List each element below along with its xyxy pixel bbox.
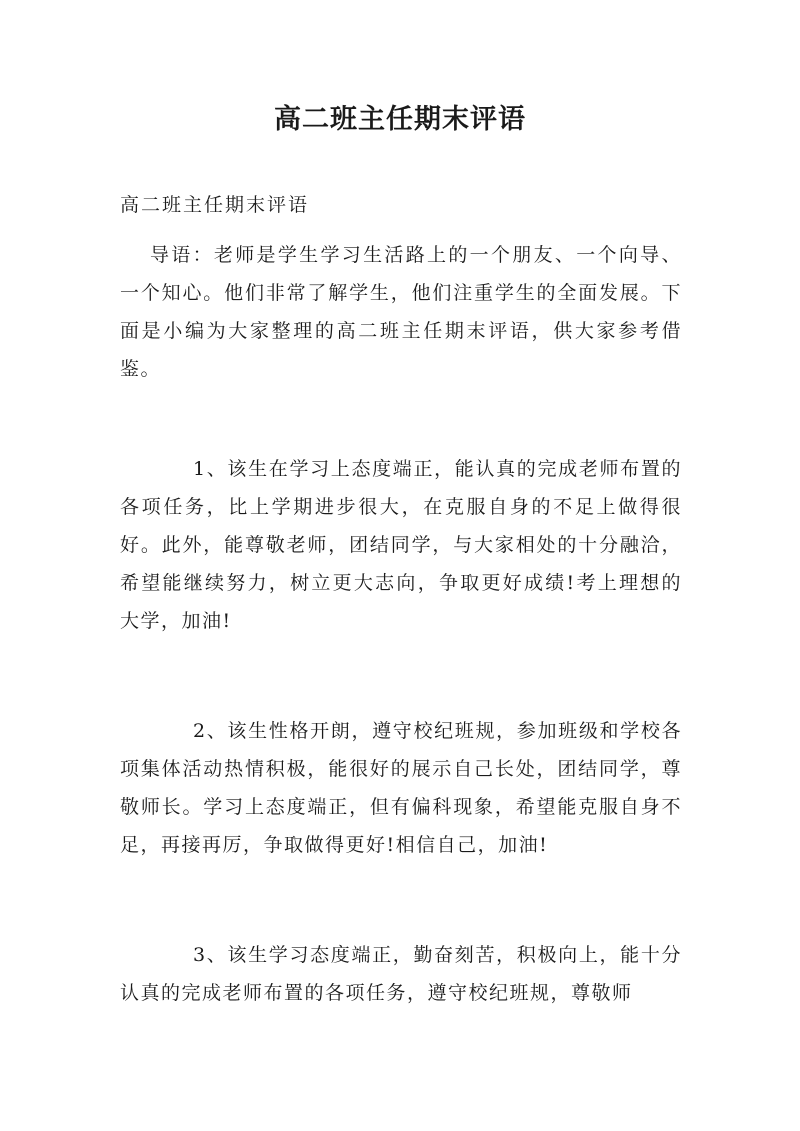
document-subtitle: 高二班主任期末评语 [120,194,310,216]
comment-paragraph-2: 2、该生性格开朗，遵守校纪班规，参加班级和学校各项集体活动热情积极，能很好的展示自己长处，团结同学，尊敬师长。学习上态度端正，但有偏科现象，希望能克服自身不足，再接再厉，争取做得更好!相信自己，加油! [120,720,682,856]
comment-paragraph-1: 1、该生在学习上态度端正，能认真的完成老师布置的各项任务，比上学期进步很大，在克服自身的不足上做得很好。此外，能尊敬老师，团结同学，与大家相处的十分融洽，希望能继续努力，树立更大志向，争取更好成绩!考上理想的大学，加油! [120,458,682,632]
document-title: 高二班主任期末评语 [274,104,526,135]
comment-paragraph-3: 3、该生学习态度端正，勤奋刻苦，积极向上，能十分认真的完成老师布置的各项任务，遵守校纪班规，尊敬师 [120,944,682,1004]
intro-paragraph: 导语：老师是学生学习生活路上的一个朋友、一个向导、一个知心。他们非常了解学生，他们注重学生的全面发展。下面是小编为大家整理的高二班主任期末评语，供大家参考借鉴。 [120,244,682,380]
